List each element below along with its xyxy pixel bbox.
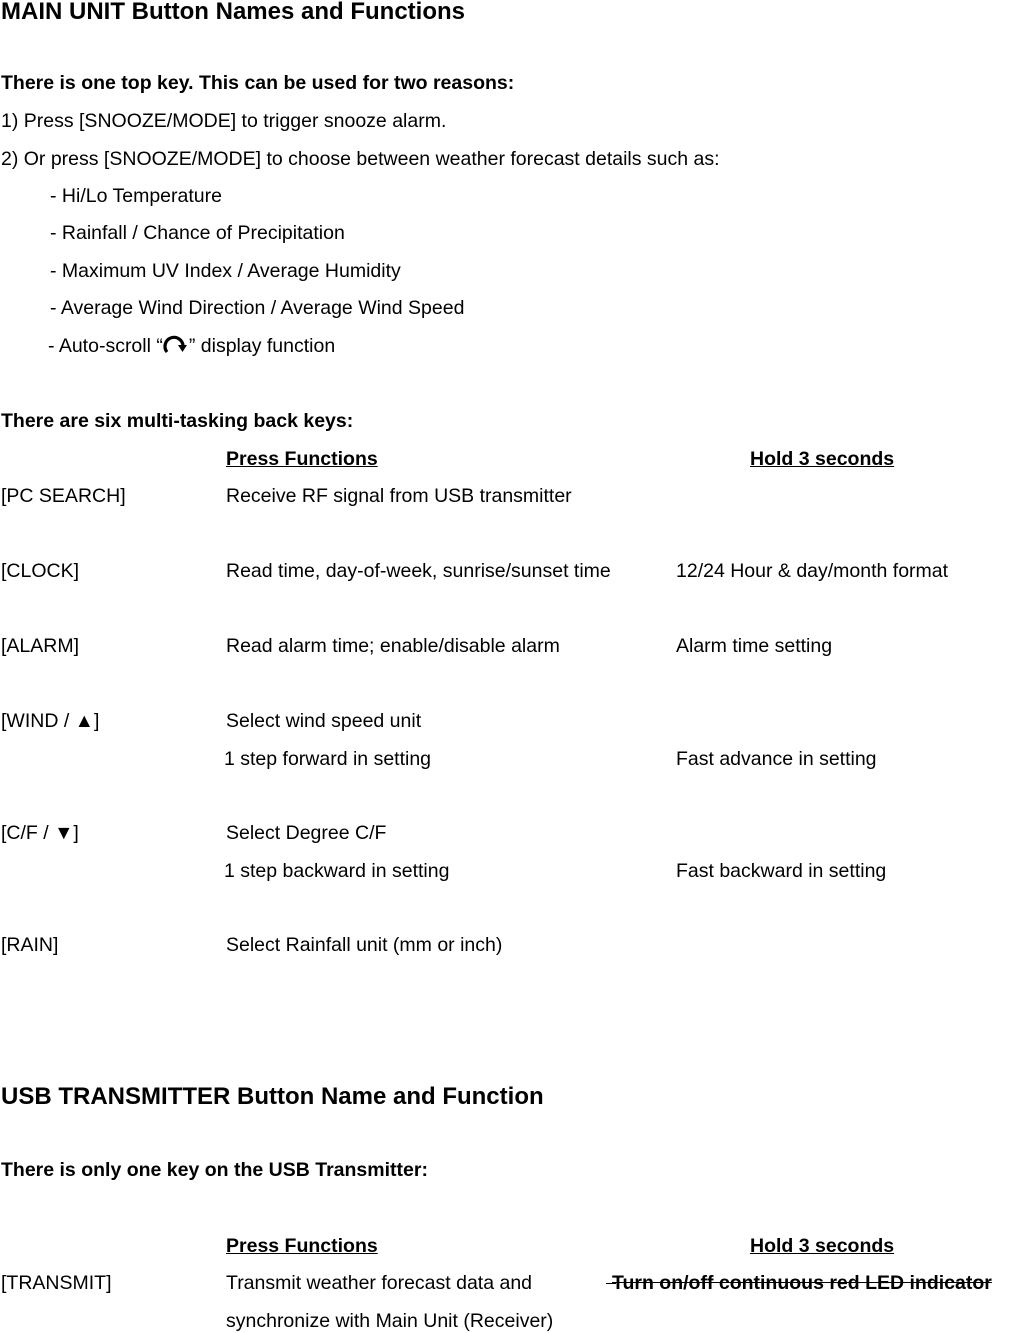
- autoscroll-item: [48, 335, 335, 358]
- key-hold-function: Alarm time setting: [676, 635, 833, 657]
- usb-heading: There is only one key on the USB Transmitter:: [1, 1159, 428, 1181]
- list-item: 1) Press [SNOOZE/MODE] to trigger snooze alarm.: [1, 110, 447, 132]
- hold-3-seconds-header: Hold 3 seconds: [750, 448, 895, 470]
- sub-item: - Average Wind Direction / Average Wind Speed: [50, 297, 465, 319]
- auto-scroll-icon: [163, 335, 189, 355]
- key-press-function: Select Degree C/F: [226, 822, 387, 844]
- key-name: [ALARM]: [1, 635, 80, 657]
- key-hold-function: 12/24 Hour & day/month format: [676, 560, 949, 582]
- sub-item: - Maximum UV Index / Average Humidity: [50, 260, 401, 282]
- key-press-function: Read time, day-of-week, sunrise/sunset time: [226, 560, 611, 582]
- key-name: [PC SEARCH]: [1, 485, 126, 507]
- key-press-function-2: 1 step backward in setting: [224, 860, 450, 882]
- hold-3-seconds-header: Hold 3 seconds: [750, 1235, 895, 1257]
- key-name: [RAIN]: [1, 934, 59, 956]
- key-press-function: Transmit weather forecast data and: [226, 1272, 533, 1294]
- press-functions-header: Press Functions: [226, 1235, 378, 1257]
- key-name: [CLOCK]: [1, 560, 80, 582]
- press-functions-header: Press Functions: [226, 448, 378, 470]
- top-key-heading: There is one top key. This can be used for two reasons:: [1, 72, 515, 94]
- usb-title: USB TRANSMITTER Button Name and Function: [1, 1083, 544, 1110]
- key-name: [WIND / ▲]: [1, 710, 100, 732]
- key-hold-function: Turn on/off continuous red LED indicator: [612, 1272, 992, 1294]
- key-name: [C/F / ▼]: [1, 822, 79, 844]
- key-press-function-2: synchronize with Main Unit (Receiver): [226, 1310, 554, 1332]
- key-press-function: Select Rainfall unit (mm or inch): [226, 934, 503, 956]
- key-press-function: Read alarm time; enable/disable alarm: [226, 635, 560, 657]
- list-item: 2) Or press [SNOOZE/MODE] to choose between weather forecast details such as:: [1, 148, 720, 170]
- sub-item: - Hi/Lo Temperature: [50, 185, 222, 207]
- main-unit-title: MAIN UNIT Button Names and Functions: [1, 0, 465, 25]
- key-hold-function: Fast backward in setting: [676, 860, 887, 882]
- key-name: [TRANSMIT]: [1, 1272, 112, 1294]
- autoscroll-suffix: ” display function: [188, 335, 336, 357]
- sub-item: - Rainfall / Chance of Precipitation: [50, 222, 345, 244]
- autoscroll-prefix: - Auto-scroll “: [48, 335, 163, 357]
- key-press-function: Receive RF signal from USB transmitter: [226, 485, 572, 507]
- back-keys-heading: There are six multi-tasking back keys:: [1, 410, 354, 432]
- key-hold-function: Fast advance in setting: [676, 748, 877, 770]
- key-press-function-2: 1 step forward in setting: [224, 748, 432, 770]
- key-press-function: Select wind speed unit: [226, 710, 422, 732]
